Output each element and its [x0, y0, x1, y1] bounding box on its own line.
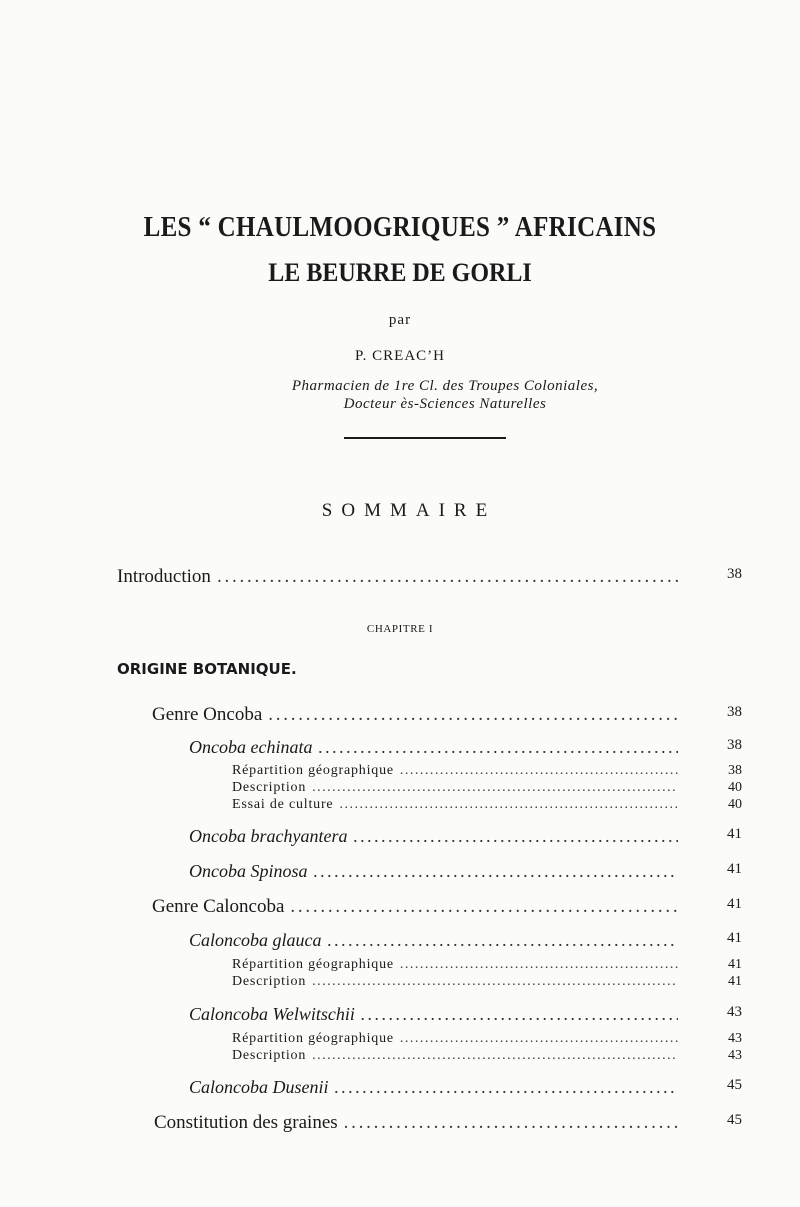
toc-entry — [189, 861, 742, 882]
toc-entry-label: Constitution des graines — [154, 1112, 338, 1133]
leader-dots — [318, 737, 678, 758]
section-title: ORIGINE BOTANIQUE. — [117, 660, 297, 678]
toc-entry-page: 38 — [728, 763, 742, 778]
toc-entry-page: 41 — [727, 826, 742, 842]
leader-dots — [268, 704, 678, 726]
toc-entry-label: Répartition géographique — [232, 957, 394, 972]
toc-entry — [232, 1031, 742, 1047]
affiliation-line-2: Docteur ès-Sciences Naturelles — [343, 396, 547, 412]
toc-entry-page: 40 — [728, 797, 742, 812]
toc-entry-page: 38 — [727, 737, 742, 753]
leader-dots — [290, 896, 678, 918]
leader-dots — [312, 1048, 678, 1064]
toc-entry-page: 45 — [727, 1112, 742, 1128]
leader-dots — [361, 1004, 678, 1025]
toc-entry — [232, 780, 742, 796]
toc-entry-label: Oncoba Spinosa — [189, 861, 308, 881]
leader-dots — [314, 861, 679, 882]
toc-entry-page: 43 — [728, 1048, 742, 1063]
toc-entry-label: Essai de culture — [232, 797, 334, 812]
toc-entry — [189, 1004, 742, 1025]
toc-entry-page: 41 — [727, 930, 742, 946]
by-line: par — [388, 312, 412, 328]
leader-dots — [312, 974, 678, 990]
toc-entry — [152, 704, 742, 726]
summary-heading: SOMMAIRE — [321, 500, 497, 521]
toc-entry-introduction — [117, 566, 742, 588]
leader-dots — [312, 780, 678, 796]
toc-entry — [189, 930, 742, 951]
toc-entry-label: Oncoba brachyantera — [189, 826, 348, 846]
toc-entry-page: 41 — [727, 861, 742, 877]
toc-entry-page: 43 — [727, 1004, 742, 1020]
toc-entry-page: 41 — [728, 974, 742, 989]
toc-entry-page: 38 — [727, 566, 742, 582]
toc-entry-label: Genre Oncoba — [152, 704, 263, 725]
title-divider — [344, 437, 506, 439]
toc-entry-label: Répartition géographique — [232, 763, 394, 778]
toc-entry-label: Caloncoba Welwitschii — [189, 1004, 355, 1024]
toc-entry-label: Description — [232, 780, 307, 795]
title-line-2: LE BEURRE DE GORLI — [268, 258, 532, 288]
toc-entry-label: Répartition géographique — [232, 1031, 394, 1046]
toc-entry — [152, 896, 742, 918]
toc-entry — [232, 797, 742, 813]
author-name: P. CREAC’H — [354, 348, 446, 364]
toc-entry-label: Oncoba echinata — [189, 737, 313, 757]
toc-entry — [189, 1077, 742, 1098]
leader-dots — [400, 1031, 678, 1047]
toc-entry-label: Description — [232, 1048, 307, 1063]
leader-dots — [353, 826, 678, 847]
toc-entry-label: Caloncoba glauca — [189, 930, 322, 950]
toc-entry-page: 41 — [727, 896, 742, 912]
leader-dots — [335, 1077, 679, 1098]
toc-entry — [154, 1112, 742, 1134]
toc-entry-page: 38 — [727, 704, 742, 720]
leader-dots — [344, 1112, 678, 1134]
leader-dots — [339, 797, 678, 813]
toc-entry — [232, 763, 742, 779]
toc-entry-page: 43 — [728, 1031, 742, 1046]
toc-entry-label: Caloncoba Dusenii — [189, 1077, 329, 1097]
leader-dots — [217, 566, 678, 588]
title-line-1: LES “ CHAULMOOGRIQUES ” AFRICAINS — [143, 212, 657, 243]
toc-entry — [232, 957, 742, 973]
toc-entry-label: Description — [232, 974, 307, 989]
toc-entry — [189, 737, 742, 758]
leader-dots — [400, 957, 678, 973]
leader-dots — [328, 930, 679, 951]
chapter-label: CHAPITRE I — [366, 623, 434, 635]
toc-entry-label: Introduction — [117, 566, 211, 587]
toc-entry — [232, 974, 742, 990]
toc-entry-page: 40 — [728, 780, 742, 795]
toc-entry — [232, 1048, 742, 1064]
affiliation-line-1: Pharmacien de 1re Cl. des Troupes Coloniales, — [291, 378, 599, 394]
toc-entry-page: 45 — [727, 1077, 742, 1093]
leader-dots — [400, 763, 678, 779]
toc-entry-page: 41 — [728, 957, 742, 972]
toc-entry-label: Genre Caloncoba — [152, 896, 285, 917]
toc-entry — [189, 826, 742, 847]
